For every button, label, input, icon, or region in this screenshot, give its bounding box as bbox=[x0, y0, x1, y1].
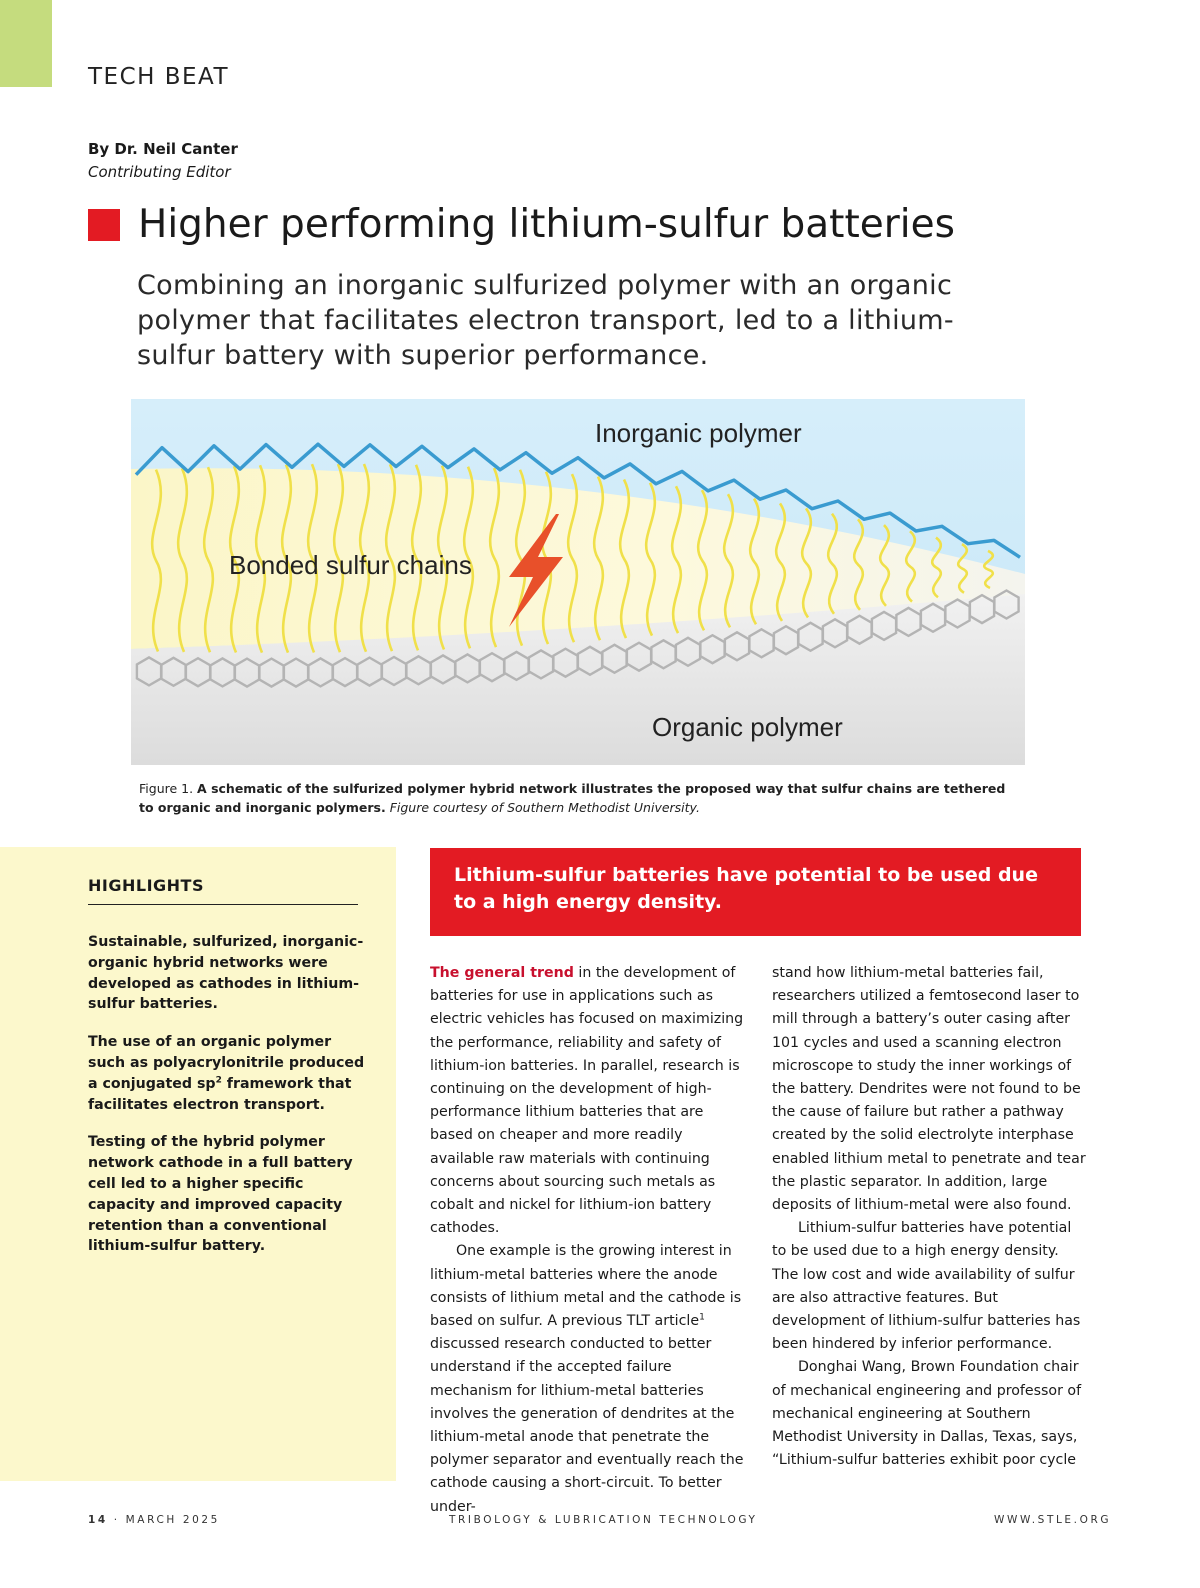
body-paragraph: stand how lithium-metal batteries fail, researchers utilized a femtosecond laser to mill through a battery’s outer casing after 101 cycles and used a scanning electron microscope to study the inner workings of the battery. Dendrites were not found to be the cause of failure but rather a pathway created by the solid electrolyte interphase enabled lithium metal to penetrate and tear the plastic separator. In addition, large deposits of lithium-metal were also found. bbox=[772, 965, 1086, 1214]
body-text: One example is the growing interest in lithium-metal batteries where the anode consists of lithium metal and the cathode is based on sulfur. A previous TLT article bbox=[430, 1243, 742, 1330]
byline-author: By Dr. Neil Canter bbox=[88, 140, 238, 158]
polymer-network-illustration bbox=[131, 399, 1025, 765]
highlight-item: Sustainable, sulfurized, inorganic-organic hybrid networks were developed as cathodes in lithium-sulfur batteries. bbox=[88, 934, 364, 1013]
figure-caption bbox=[139, 779, 1019, 817]
headline-marker bbox=[88, 209, 120, 241]
footer-separator: · bbox=[107, 1514, 126, 1526]
body-paragraph: Lithium-sulfur batteries have potential to be used due to a high energy density. The low cost and wide availability of sulfur are also attractive features. But development of lithium-sulfur batteries has been hindered by inferior performance. bbox=[772, 1220, 1081, 1353]
section-label: TECH BEAT bbox=[88, 64, 230, 90]
caption-description: A schematic of the sulfurized polymer hybrid network illustrates the proposed way that sulfur chains are tethered to organic and inorganic polymers. bbox=[139, 781, 1006, 815]
body-paragraph: Donghai Wang, Brown Foundation chair of mechanical engineering and professor of mechanical engineering at Southern Methodist University in Dallas, Texas, says, “Lithium-sulfur batteries exhibit poor cycle bbox=[772, 1359, 1082, 1469]
lead-in: The general trend bbox=[430, 965, 574, 981]
headline: Higher performing lithium-sulfur batteries bbox=[138, 202, 955, 247]
body-column-2 bbox=[772, 962, 1086, 1472]
byline bbox=[88, 138, 238, 184]
page-number: 14 bbox=[88, 1514, 108, 1526]
highlight-text: The use of an organic polymer such as polyacrylonitrile produced a conjugated sp bbox=[88, 1034, 365, 1092]
highlights-list bbox=[88, 932, 368, 1274]
highlight-item: Testing of the hybrid polymer network cathode in a full battery cell led to a higher specific capacity and improved capacity retention than a conventional lithium-sulfur battery. bbox=[88, 1134, 353, 1255]
superscript: 2 bbox=[215, 1075, 222, 1086]
body-paragraph bbox=[430, 1240, 744, 1518]
label-inorganic-polymer: Inorganic polymer bbox=[595, 418, 802, 448]
highlight-text: framework that facilitates electron transport. bbox=[88, 1075, 352, 1113]
caption-credit: Figure courtesy of Southern Methodist University. bbox=[389, 800, 700, 815]
body-text: discussed research conducted to better understand if the accepted failure mechanism for lithium-metal batteries involves the generation of dendrites at the lithium-metal anode that penetrate the polymer separator and eventually reach the cathode causing a short-circuit. To better under- bbox=[430, 1336, 744, 1515]
label-organic-polymer: Organic polymer bbox=[652, 712, 843, 742]
footnote-ref: 1 bbox=[699, 1312, 705, 1323]
label-bonded-sulfur-chains: Bonded sulfur chains bbox=[229, 550, 472, 580]
body-column-1 bbox=[430, 962, 744, 1519]
title-row bbox=[88, 202, 955, 247]
caption-figure-number: Figure 1. bbox=[139, 781, 198, 796]
deck: Combining an inorganic sulfurized polymer with an organic polymer that facilitates electron transport, led to a lithium-sulfur battery with superior performance. bbox=[137, 270, 954, 371]
footer-publication: TRIBOLOGY & LUBRICATION TECHNOLOGY bbox=[449, 1514, 758, 1526]
footer-website: WWW.STLE.ORG bbox=[994, 1514, 1112, 1526]
figure-schematic bbox=[131, 399, 1025, 765]
pull-quote: Lithium-sulfur batteries have potential to be used due to a high energy density. bbox=[430, 848, 1081, 936]
byline-role: Contributing Editor bbox=[88, 163, 231, 181]
issue-date: MARCH 2025 bbox=[125, 1514, 220, 1526]
highlights-title: HIGHLIGHTS bbox=[88, 876, 204, 895]
highlight-item bbox=[88, 1032, 368, 1115]
highlights-divider bbox=[88, 904, 358, 905]
body-paragraph bbox=[430, 962, 744, 1240]
footer-page-info bbox=[88, 1514, 220, 1526]
body-text: in the development of batteries for use in applications such as electric vehicles has focused on maximizing the performance, reliability and safety of lithium-ion batteries. In parallel, research is continuing on the development of high-performance lithium batteries that are based on cheaper and more readily available raw materials with continuing concerns about sourcing such metals as cobalt and nickel for lithium-ion battery cathodes. bbox=[430, 965, 744, 1237]
section-tab-accent bbox=[0, 0, 52, 87]
